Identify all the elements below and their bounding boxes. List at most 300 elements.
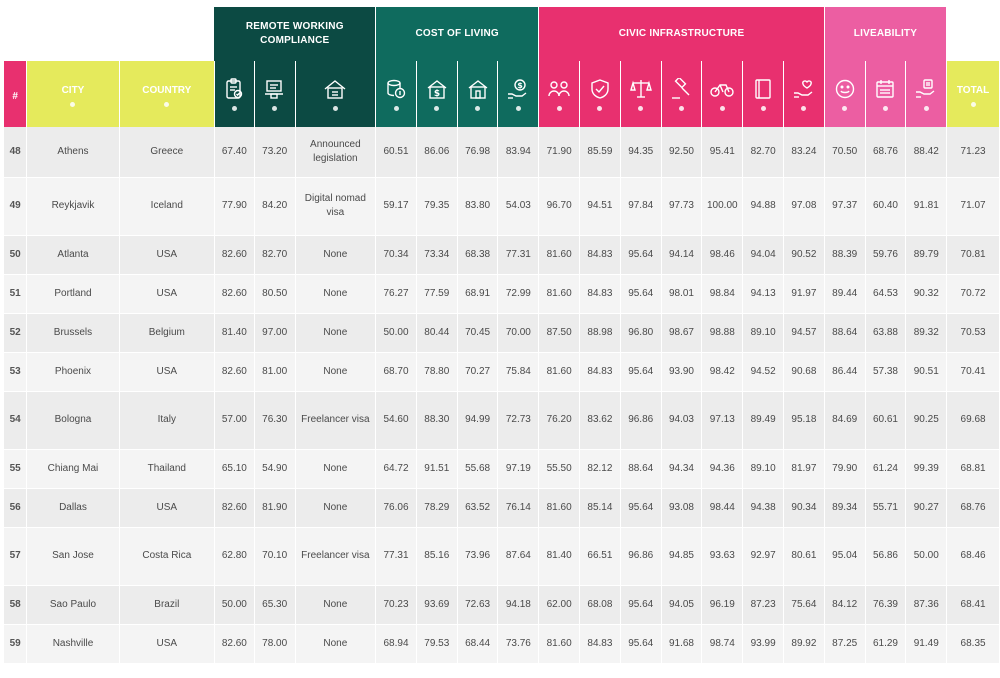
remote-score-cell: 82.60 <box>214 624 254 663</box>
civic-score-cell: 85.59 <box>580 127 621 177</box>
civic-score-cell: 96.86 <box>620 391 661 449</box>
laptop-document-icon <box>264 78 286 100</box>
table-row <box>4 391 1000 449</box>
civic-score-cell: 84.83 <box>580 624 621 663</box>
total-cell: 71.07 <box>947 177 1000 235</box>
table-row <box>4 127 1000 177</box>
rank-cell: 56 <box>4 488 27 527</box>
remote-score-cell: None <box>295 352 376 391</box>
civic-score-cell: 89.10 <box>743 449 784 488</box>
rank-cell: 50 <box>4 235 27 274</box>
cost-score-cell: 55.68 <box>457 449 498 488</box>
remote-score-cell: 57.00 <box>214 391 254 449</box>
remote-score-cell: 82.60 <box>214 352 254 391</box>
live-score-cell: 70.50 <box>824 127 865 177</box>
live-score-cell: 61.24 <box>865 449 906 488</box>
group-label: CIVIC INFRASTRUCTURE <box>618 28 745 39</box>
civic-score-cell: 68.08 <box>580 585 621 624</box>
city-cell: San Jose <box>27 527 119 585</box>
cost-score-cell: 59.17 <box>376 177 417 235</box>
table-row <box>4 313 1000 352</box>
country-cell: USA <box>119 274 214 313</box>
remote-score-cell: 81.00 <box>254 352 295 391</box>
remote-score-cell: 62.80 <box>214 527 254 585</box>
cost-score-cell: 70.45 <box>457 313 498 352</box>
sort-icon[interactable] <box>842 106 847 111</box>
column-live-1[interactable] <box>824 61 865 127</box>
live-score-cell: 63.88 <box>865 313 906 352</box>
sort-icon[interactable] <box>232 106 237 111</box>
civic-score-cell: 94.88 <box>743 177 784 235</box>
civic-score-cell: 98.01 <box>661 274 702 313</box>
remote-score-cell: Freelancer visa <box>295 391 376 449</box>
sort-icon[interactable] <box>971 102 976 107</box>
rank-cell: 59 <box>4 624 27 663</box>
civic-score-cell: 85.14 <box>580 488 621 527</box>
cost-score-cell: 70.00 <box>498 313 539 352</box>
sort-icon[interactable] <box>475 106 480 111</box>
civic-score-cell: 83.62 <box>580 391 621 449</box>
table-row <box>4 527 1000 585</box>
cost-score-cell: 60.51 <box>376 127 417 177</box>
live-score-cell: 88.39 <box>824 235 865 274</box>
people-icon <box>547 78 571 100</box>
coins-icon <box>385 78 407 100</box>
table-row <box>4 624 1000 663</box>
bicycle-icon <box>709 78 735 100</box>
civic-score-cell: 95.64 <box>620 488 661 527</box>
city-cell: Phoenix <box>27 352 119 391</box>
live-score-cell: 76.39 <box>865 585 906 624</box>
cost-score-cell: 94.18 <box>498 585 539 624</box>
column-cost-2[interactable] <box>416 61 457 127</box>
hand-support-icon <box>915 78 937 100</box>
total-cell: 68.35 <box>947 624 1000 663</box>
group-label: REMOTE WORKING COMPLIANCE <box>245 21 344 46</box>
gavel-icon <box>670 78 692 100</box>
group-cost-of-living <box>376 7 539 61</box>
rank-cell: 54 <box>4 391 27 449</box>
sort-icon[interactable] <box>516 106 521 111</box>
remote-score-cell: None <box>295 313 376 352</box>
calendar-icon <box>874 78 896 100</box>
rank-cell: 58 <box>4 585 27 624</box>
cost-score-cell: 94.99 <box>457 391 498 449</box>
sort-icon[interactable] <box>394 106 399 111</box>
svg-text:$: $ <box>433 88 440 99</box>
live-score-cell: 84.69 <box>824 391 865 449</box>
civic-score-cell: 96.70 <box>539 177 580 235</box>
civic-score-cell: 94.35 <box>620 127 661 177</box>
group-civic-infrastructure <box>539 7 825 61</box>
table-row <box>4 235 1000 274</box>
live-score-cell: 59.76 <box>865 235 906 274</box>
table-row <box>4 449 1000 488</box>
civic-score-cell: 94.51 <box>580 177 621 235</box>
cost-score-cell: 83.80 <box>457 177 498 235</box>
remote-score-cell: 81.40 <box>214 313 254 352</box>
sort-icon[interactable] <box>597 106 602 111</box>
live-score-cell: 89.79 <box>906 235 947 274</box>
cost-score-cell: 68.38 <box>457 235 498 274</box>
civic-score-cell: 93.99 <box>743 624 784 663</box>
civic-score-cell: 98.84 <box>702 274 743 313</box>
cost-score-cell: 70.23 <box>376 585 417 624</box>
civic-score-cell: 95.64 <box>620 585 661 624</box>
city-cell: Sao Paulo <box>27 585 119 624</box>
civic-score-cell: 87.50 <box>539 313 580 352</box>
civic-score-cell: 66.51 <box>580 527 621 585</box>
column-rank[interactable] <box>4 61 27 127</box>
svg-text:$: $ <box>517 80 524 90</box>
civic-score-cell: 98.44 <box>702 488 743 527</box>
civic-score-cell: 84.83 <box>580 235 621 274</box>
remote-score-cell: None <box>295 449 376 488</box>
house-icon <box>467 78 489 100</box>
group-label: LIVEABILITY <box>853 28 918 39</box>
table-row <box>4 585 1000 624</box>
column-civic-3[interactable] <box>620 61 661 127</box>
remote-score-cell: 82.60 <box>214 488 254 527</box>
civic-score-cell: 87.23 <box>743 585 784 624</box>
sort-icon[interactable] <box>924 106 929 111</box>
country-cell: Italy <box>119 391 214 449</box>
column-remote-2[interactable] <box>254 61 295 127</box>
remote-score-cell: 65.10 <box>214 449 254 488</box>
civic-score-cell: 89.10 <box>743 313 784 352</box>
city-cell: Bologna <box>27 391 119 449</box>
cost-score-cell: 72.99 <box>498 274 539 313</box>
cost-score-cell: 70.27 <box>457 352 498 391</box>
country-cell: USA <box>119 624 214 663</box>
cost-score-cell: 68.70 <box>376 352 417 391</box>
live-score-cell: 87.36 <box>906 585 947 624</box>
rank-cell: 53 <box>4 352 27 391</box>
remote-score-cell: 54.90 <box>254 449 295 488</box>
rank-cell: 55 <box>4 449 27 488</box>
remote-score-cell: 84.20 <box>254 177 295 235</box>
live-score-cell: 90.25 <box>906 391 947 449</box>
remote-score-cell: 80.50 <box>254 274 295 313</box>
column-civic-1[interactable] <box>539 61 580 127</box>
city-cell: Atlanta <box>27 235 119 274</box>
sort-icon[interactable] <box>70 102 75 107</box>
remote-score-cell: 77.90 <box>214 177 254 235</box>
remote-score-cell: None <box>295 585 376 624</box>
remote-score-cell: 82.70 <box>254 235 295 274</box>
remote-score-cell: 67.40 <box>214 127 254 177</box>
civic-score-cell: 89.49 <box>743 391 784 449</box>
column-header-row <box>4 61 1000 127</box>
country-cell: Thailand <box>119 449 214 488</box>
column-country[interactable] <box>119 61 214 127</box>
city-cell: Reykjavik <box>27 177 119 235</box>
sort-icon[interactable] <box>801 106 806 111</box>
country-cell: Greece <box>119 127 214 177</box>
cost-score-cell: 72.73 <box>498 391 539 449</box>
total-cell: 68.46 <box>947 527 1000 585</box>
house-dollar-icon <box>426 78 448 100</box>
civic-score-cell: 95.41 <box>702 127 743 177</box>
city-cell: Portland <box>27 274 119 313</box>
total-cell: 68.41 <box>947 585 1000 624</box>
civic-score-cell: 100.00 <box>702 177 743 235</box>
live-score-cell: 89.34 <box>824 488 865 527</box>
civic-score-cell: 81.40 <box>539 527 580 585</box>
sort-icon[interactable] <box>638 106 643 111</box>
civic-score-cell: 97.84 <box>620 177 661 235</box>
live-score-cell: 90.32 <box>906 274 947 313</box>
civic-score-cell: 90.68 <box>784 352 825 391</box>
civic-score-cell: 92.97 <box>743 527 784 585</box>
table-row <box>4 177 1000 235</box>
live-score-cell: 90.27 <box>906 488 947 527</box>
civic-score-cell: 97.08 <box>784 177 825 235</box>
civic-score-cell: 81.60 <box>539 352 580 391</box>
remote-score-cell: Digital nomad visa <box>295 177 376 235</box>
scales-icon <box>630 78 652 100</box>
civic-score-cell: 98.67 <box>661 313 702 352</box>
civic-score-cell: 75.64 <box>784 585 825 624</box>
live-score-cell: 79.90 <box>824 449 865 488</box>
remote-score-cell: Announced legislation <box>295 127 376 177</box>
country-cell: Brazil <box>119 585 214 624</box>
sort-icon[interactable] <box>434 106 439 111</box>
civic-score-cell: 95.18 <box>784 391 825 449</box>
civic-score-cell: 95.64 <box>620 235 661 274</box>
cost-score-cell: 77.31 <box>498 235 539 274</box>
live-score-cell: 56.86 <box>865 527 906 585</box>
live-score-cell: 87.25 <box>824 624 865 663</box>
civic-score-cell: 82.70 <box>743 127 784 177</box>
civic-score-cell: 91.68 <box>661 624 702 663</box>
rank-cell: 51 <box>4 274 27 313</box>
cost-score-cell: 77.59 <box>416 274 457 313</box>
sort-icon[interactable] <box>883 106 888 111</box>
civic-score-cell: 96.19 <box>702 585 743 624</box>
total-cell: 70.81 <box>947 235 1000 274</box>
civic-score-cell: 97.73 <box>661 177 702 235</box>
civic-score-cell: 88.98 <box>580 313 621 352</box>
cost-score-cell: 76.27 <box>376 274 417 313</box>
civic-score-cell: 98.74 <box>702 624 743 663</box>
city-cell: Athens <box>27 127 119 177</box>
cost-score-cell: 75.84 <box>498 352 539 391</box>
city-cell: Chiang Mai <box>27 449 119 488</box>
live-score-cell: 55.71 <box>865 488 906 527</box>
column-civic-2[interactable] <box>580 61 621 127</box>
civic-score-cell: 95.64 <box>620 274 661 313</box>
civic-score-cell: 98.88 <box>702 313 743 352</box>
cost-score-cell: 54.60 <box>376 391 417 449</box>
group-liveability <box>824 7 946 61</box>
live-score-cell: 68.76 <box>865 127 906 177</box>
sort-icon[interactable] <box>679 106 684 111</box>
live-score-cell: 60.61 <box>865 391 906 449</box>
remote-score-cell: 70.10 <box>254 527 295 585</box>
civic-score-cell: 94.14 <box>661 235 702 274</box>
remote-score-cell: 73.20 <box>254 127 295 177</box>
civic-score-cell: 55.50 <box>539 449 580 488</box>
cost-score-cell: 91.51 <box>416 449 457 488</box>
column-civic-5[interactable] <box>702 61 743 127</box>
remote-score-cell: 76.30 <box>254 391 295 449</box>
total-cell: 68.81 <box>947 449 1000 488</box>
live-score-cell: 95.04 <box>824 527 865 585</box>
hand-money-icon <box>507 78 529 100</box>
column-cost-4[interactable] <box>498 61 539 127</box>
ranking-table <box>4 7 1000 664</box>
column-live-3[interactable] <box>906 61 947 127</box>
remote-score-cell: 82.60 <box>214 235 254 274</box>
civic-score-cell: 81.60 <box>539 624 580 663</box>
civic-score-cell: 83.24 <box>784 127 825 177</box>
cost-score-cell: 87.64 <box>498 527 539 585</box>
civic-score-cell: 89.92 <box>784 624 825 663</box>
column-civic-4[interactable] <box>661 61 702 127</box>
hand-heart-icon <box>793 78 815 100</box>
cost-score-cell: 70.34 <box>376 235 417 274</box>
cost-score-cell: 78.80 <box>416 352 457 391</box>
column-live-2[interactable] <box>865 61 906 127</box>
civic-score-cell: 94.03 <box>661 391 702 449</box>
total-cell: 69.68 <box>947 391 1000 449</box>
sort-icon[interactable] <box>720 106 725 111</box>
sort-icon[interactable] <box>761 106 766 111</box>
sort-icon[interactable] <box>557 106 562 111</box>
live-score-cell: 61.29 <box>865 624 906 663</box>
column-civic-6[interactable] <box>743 61 784 127</box>
civic-score-cell: 81.97 <box>784 449 825 488</box>
live-score-cell: 57.38 <box>865 352 906 391</box>
remote-score-cell: None <box>295 624 376 663</box>
group-header-spacer <box>4 7 214 61</box>
cost-score-cell: 68.91 <box>457 274 498 313</box>
house-policy-icon <box>323 78 347 100</box>
country-cell: Iceland <box>119 177 214 235</box>
live-score-cell: 89.32 <box>906 313 947 352</box>
civic-score-cell: 94.05 <box>661 585 702 624</box>
remote-score-cell: 81.90 <box>254 488 295 527</box>
cost-score-cell: 93.69 <box>416 585 457 624</box>
column-cost-3[interactable] <box>457 61 498 127</box>
civic-score-cell: 91.97 <box>784 274 825 313</box>
rank-cell: 49 <box>4 177 27 235</box>
civic-score-cell: 94.38 <box>743 488 784 527</box>
civic-score-cell: 90.52 <box>784 235 825 274</box>
live-score-cell: 84.12 <box>824 585 865 624</box>
live-score-cell: 89.44 <box>824 274 865 313</box>
civic-score-cell: 81.60 <box>539 235 580 274</box>
country-cell: USA <box>119 352 214 391</box>
cost-score-cell: 83.94 <box>498 127 539 177</box>
civic-score-cell: 95.64 <box>620 624 661 663</box>
civic-score-cell: 84.83 <box>580 352 621 391</box>
remote-score-cell: 78.00 <box>254 624 295 663</box>
live-score-cell: 99.39 <box>906 449 947 488</box>
remote-score-cell: Freelancer visa <box>295 527 376 585</box>
rank-cell: 57 <box>4 527 27 585</box>
civic-score-cell: 81.60 <box>539 274 580 313</box>
total-cell: 70.72 <box>947 274 1000 313</box>
live-score-cell: 64.53 <box>865 274 906 313</box>
column-cost-1[interactable] <box>376 61 417 127</box>
civic-score-cell: 97.13 <box>702 391 743 449</box>
live-score-cell: 91.49 <box>906 624 947 663</box>
table-row <box>4 488 1000 527</box>
cost-score-cell: 76.14 <box>498 488 539 527</box>
column-civic-7[interactable] <box>784 61 825 127</box>
cost-score-cell: 63.52 <box>457 488 498 527</box>
live-score-cell: 88.42 <box>906 127 947 177</box>
table-row <box>4 274 1000 313</box>
civic-score-cell: 94.34 <box>661 449 702 488</box>
sort-icon[interactable] <box>333 106 338 111</box>
civic-score-cell: 96.86 <box>620 527 661 585</box>
remote-score-cell: 65.30 <box>254 585 295 624</box>
column-remote-3[interactable] <box>295 61 376 127</box>
civic-score-cell: 94.57 <box>784 313 825 352</box>
civic-score-cell: 93.08 <box>661 488 702 527</box>
live-score-cell: 97.37 <box>824 177 865 235</box>
civic-score-cell: 88.64 <box>620 449 661 488</box>
cost-score-cell: 64.72 <box>376 449 417 488</box>
column-city[interactable] <box>27 61 119 127</box>
column-remote-1[interactable] <box>214 61 254 127</box>
live-score-cell: 50.00 <box>906 527 947 585</box>
column-label: # <box>12 90 18 102</box>
civic-score-cell: 80.61 <box>784 527 825 585</box>
cost-score-cell: 79.35 <box>416 177 457 235</box>
cost-score-cell: 79.53 <box>416 624 457 663</box>
civic-score-cell: 93.90 <box>661 352 702 391</box>
civic-score-cell: 62.00 <box>539 585 580 624</box>
remote-score-cell: 97.00 <box>254 313 295 352</box>
cost-score-cell: 78.29 <box>416 488 457 527</box>
table-row <box>4 352 1000 391</box>
civic-score-cell: 90.34 <box>784 488 825 527</box>
remote-score-cell: 82.60 <box>214 274 254 313</box>
live-score-cell: 60.40 <box>865 177 906 235</box>
cost-score-cell: 88.30 <box>416 391 457 449</box>
cost-score-cell: 68.44 <box>457 624 498 663</box>
cost-score-cell: 73.34 <box>416 235 457 274</box>
group-header-spacer <box>947 7 1000 61</box>
civic-score-cell: 94.04 <box>743 235 784 274</box>
remote-score-cell: None <box>295 235 376 274</box>
cost-score-cell: 72.63 <box>457 585 498 624</box>
civic-score-cell: 76.20 <box>539 391 580 449</box>
civic-score-cell: 94.52 <box>743 352 784 391</box>
column-label: CITY <box>61 85 85 96</box>
column-total[interactable] <box>947 61 1000 127</box>
sort-icon[interactable] <box>164 102 169 107</box>
group-label: COST OF LIVING <box>415 28 499 39</box>
rank-cell: 48 <box>4 127 27 177</box>
live-score-cell: 86.44 <box>824 352 865 391</box>
sort-icon[interactable] <box>272 106 277 111</box>
civic-score-cell: 94.85 <box>661 527 702 585</box>
smiley-icon <box>834 78 856 100</box>
cost-score-cell: 97.19 <box>498 449 539 488</box>
group-header-row <box>4 7 1000 61</box>
city-cell: Nashville <box>27 624 119 663</box>
cost-score-cell: 68.94 <box>376 624 417 663</box>
remote-score-cell: 50.00 <box>214 585 254 624</box>
country-cell: Belgium <box>119 313 214 352</box>
cost-score-cell: 73.96 <box>457 527 498 585</box>
cost-score-cell: 50.00 <box>376 313 417 352</box>
